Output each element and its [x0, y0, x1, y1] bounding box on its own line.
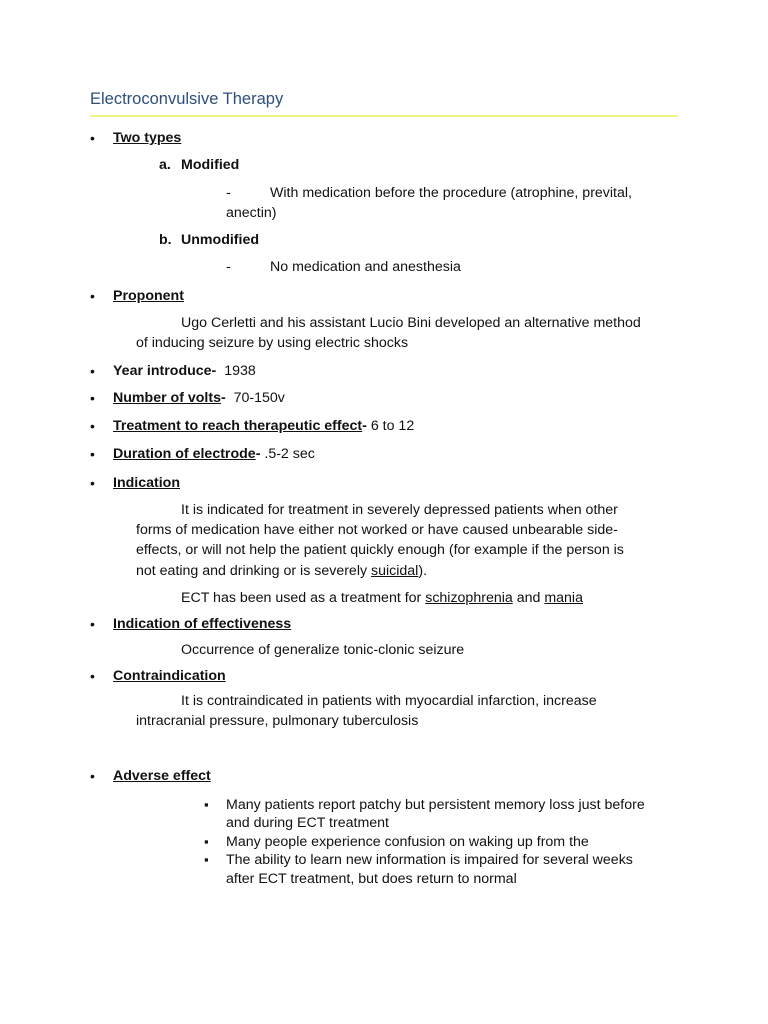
bullet-icon [90, 768, 95, 784]
section-heading-effectiveness: Indication of effectiveness [113, 616, 292, 632]
adverse-item3-line2: after ECT treatment, but does return to normal [226, 871, 517, 887]
bullet-icon [90, 668, 95, 684]
and-text: and [512, 590, 545, 606]
year-line [113, 363, 256, 379]
sublist-label-modified: Modified [181, 157, 240, 173]
bullet-icon [90, 363, 95, 379]
section-heading-duration: Duration of electrode [113, 446, 256, 462]
mania-link[interactable]: mania [544, 590, 583, 606]
bullet-icon [90, 475, 95, 491]
sublist-label-unmodified: Unmodified [181, 232, 260, 248]
indication-line4-text: not eating and drinking or is severely [136, 563, 372, 579]
indication-treatment-line [181, 590, 583, 606]
effectiveness-text: Occurrence of generalize tonic-clonic seizure [181, 642, 465, 658]
square-bullet-icon [204, 834, 209, 850]
section-heading-year: Year introduce- [113, 363, 217, 379]
year-value: 1938 [224, 363, 256, 379]
treatment-value: 6 to 12 [370, 418, 415, 434]
treatment-line [113, 418, 414, 434]
modified-description-line2: anectin) [226, 205, 277, 221]
duration-value: .5-2 sec [264, 446, 315, 462]
adverse-item1-line2: and during ECT treatment [226, 815, 389, 831]
sublist-marker-a: a. [159, 157, 171, 173]
treatment-for-text: ECT has been used as a treatment for [181, 590, 426, 606]
section-heading-treatment: Treatment to reach therapeutic effect [113, 418, 363, 434]
section-heading-volts: Number of volts [113, 390, 221, 406]
dash-marker: - [226, 259, 231, 275]
bullet-icon [90, 616, 95, 632]
volts-line [113, 390, 285, 406]
adverse-item3-line1: The ability to learn new information is impaired for several weeks [226, 852, 633, 868]
adverse-item1-line1: Many patients report patchy but persistent memory loss just before [226, 797, 645, 813]
volts-dash: - [221, 390, 226, 406]
adverse-item2-line1: Many people experience confusion on waking up from the [226, 834, 589, 850]
bullet-icon [90, 390, 95, 406]
square-bullet-icon [204, 797, 209, 813]
suicidal-link[interactable]: suicidal [371, 563, 419, 579]
indication-text-line2: forms of medication have either not worked or have caused unbearable side- [136, 522, 618, 538]
volts-value: 70-150v [233, 390, 285, 406]
contraindication-text-line1: It is contraindicated in patients with myocardial infarction, increase [181, 693, 597, 709]
title-underline-divider [90, 115, 678, 117]
duration-dash: - [255, 446, 261, 462]
bullet-icon [90, 418, 95, 434]
proponent-text-line1: Ugo Cerletti and his assistant Lucio Bini developed an alternative method [181, 315, 641, 331]
section-heading-proponent: Proponent [113, 288, 184, 304]
document-title: Electroconvulsive Therapy [90, 90, 284, 108]
unmodified-description: No medication and anesthesia [270, 259, 461, 275]
modified-description-line1: With medication before the procedure (atrophine, prevital, [270, 185, 632, 201]
contraindication-text-line2: intracranial pressure, pulmonary tuberculosis [136, 713, 419, 729]
section-heading-two-types: Two types [113, 130, 182, 146]
sublist-marker-b: b. [159, 232, 172, 248]
indication-text-line4 [136, 563, 427, 579]
section-heading-contraindication: Contraindication [113, 668, 226, 684]
schizophrenia-link[interactable]: schizophrenia [425, 590, 513, 606]
bullet-icon [90, 446, 95, 462]
square-bullet-icon [204, 852, 209, 868]
dash-marker: - [226, 185, 231, 201]
indication-text-line1: It is indicated for treatment in severely depressed patients when other [181, 502, 618, 518]
section-heading-indication: Indication [113, 475, 180, 491]
section-heading-adverse-effect: Adverse effect [113, 768, 211, 784]
bullet-icon [90, 288, 95, 304]
proponent-text-line2: of inducing seizure by using electric shocks [136, 335, 409, 351]
indication-line4-end: ). [418, 563, 428, 579]
treatment-dash: - [362, 418, 367, 434]
duration-line [113, 446, 315, 462]
bullet-icon [90, 130, 95, 146]
indication-text-line3: effects, or will not help the patient quickly enough (for example if the person is [136, 542, 624, 558]
